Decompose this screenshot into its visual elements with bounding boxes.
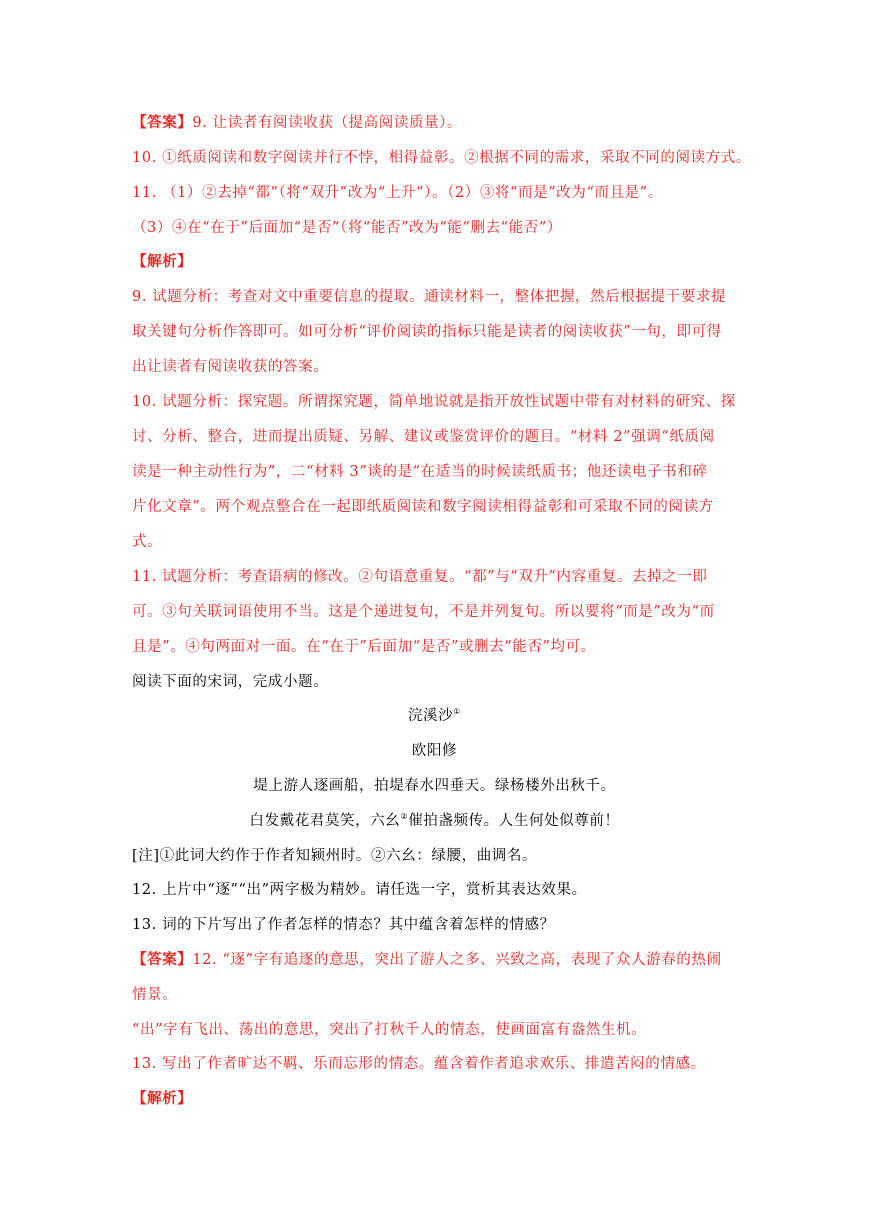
analysis-line: 11. 试题分析：考查语病的修改。②句语意重复。“都”与“双升”内容重复。去掉之一即 — [132, 569, 708, 585]
analysis-line: 取关键句分析作答即可。如可分析“评价阅读的指标只能是读者的阅读收获”一句，即可得 — [132, 324, 722, 340]
analysis-tag-2: 【解析】 — [132, 1090, 193, 1107]
analysis-line: 读是一种主动性行为”，二“材料 3”谈的是“在适当的时候读纸质书；他还读电子书和碎 — [132, 464, 708, 480]
analysis-line: 10. 试题分析：探究题。所谓探究题，简单地说就是指开放性试题中带有对材料的研究、探 — [132, 394, 736, 410]
poem-title — [0, 706, 869, 726]
analysis-line: 出让读者有阅读收获的答案。 — [132, 359, 329, 375]
answer-text: 9. 让读者有阅读收获（提高阅读质量）。 — [192, 115, 463, 131]
answer-line-12-alt: “出”字有飞出、荡出的意思，突出了打秋千人的情态，使画面富有盎然生机。 — [132, 1022, 647, 1038]
answer-tag: 【答案】 — [132, 114, 193, 131]
poem-line-1: 堤上游人逐画船，拍堤春水四垂天。绿杨楼外出秋千。 — [253, 778, 616, 794]
analysis-line: 可。③句关联词语使用不当。这是个递进复句，不是并列复句。所以要将“而是”改为“而 — [132, 604, 715, 620]
analysis-tag: 【解析】 — [132, 253, 193, 270]
answer-line-12-cont: 情景。 — [132, 987, 178, 1003]
answer-line-11-cont: （3）④在“在于”后面加“是否”（将“能否”改为“能”删去“能否”） — [132, 220, 563, 236]
analysis-line: 片化文章”。两个观点整合在一起即纸质阅读和数字阅读相得益彰和可采取不同的阅读方 — [132, 499, 714, 515]
poem-line-2 — [0, 811, 869, 831]
answer-line-10: 10. ①纸质阅读和数字阅读并行不悖，相得益彰。②根据不同的需求，采取不同的阅读方式。 — [132, 150, 751, 166]
answer-line-12 — [132, 950, 752, 970]
answer-text: 12. “逐”字有追逐的意思，突出了游人之多、兴致之高，表现了众人游春的热闹 — [192, 952, 722, 968]
analysis-line: 讨、分析、整合，进而提出质疑、另解、建议或鉴赏评价的题目。“材料 2”强调“纸质阅 — [132, 429, 715, 445]
answer-line-11: 11. （1）②去掉“都”（将“双升”改为“上升”）。（2）③将“而是”改为“而且是”。 — [132, 185, 663, 201]
reading-instruction: 阅读下面的宋词，完成小题。 — [132, 674, 329, 690]
poem-author: 欧阳修 — [411, 743, 458, 759]
poem-note: [注]①此词大约作于作者知颍州时。②六幺：绿腰，曲调名。 — [132, 848, 538, 864]
answer-line-13: 13. 写出了作者旷达不羁、乐而忘形的情态。蕴含着作者追求欢乐、排遣苦闷的情感。 — [132, 1056, 706, 1072]
analysis-line: 且是”。④句两面对一面。在“在于”后面加“是否”或删去“能否”均可。 — [132, 639, 596, 655]
analysis-line: 9. 试题分析：考查对文中重要信息的提取。通读材料一，整体把握，然后根据提干要求提 — [132, 289, 727, 305]
poem-line-2-part-a: 白发戴花君莫笑，六幺 — [249, 813, 401, 829]
question-13: 13. 词的下片写出了作者怎样的情态？其中蕴含着怎样的情感？ — [132, 917, 555, 933]
poem-line-2-part-b: 催拍盏频传。人生何处似尊前！ — [408, 813, 620, 829]
poem-title-text: 浣溪沙 — [407, 708, 454, 724]
answer-line-9 — [132, 113, 752, 133]
poem-line-2-note-mark: ② — [400, 812, 409, 822]
question-12: 12. 上片中“逐”“出”两字极为精妙。请任选一字，赏析其表达效果。 — [132, 882, 587, 898]
answer-tag: 【答案】 — [132, 951, 193, 968]
analysis-line: 式。 — [132, 534, 163, 550]
poem-title-note-mark: ① — [453, 707, 462, 717]
